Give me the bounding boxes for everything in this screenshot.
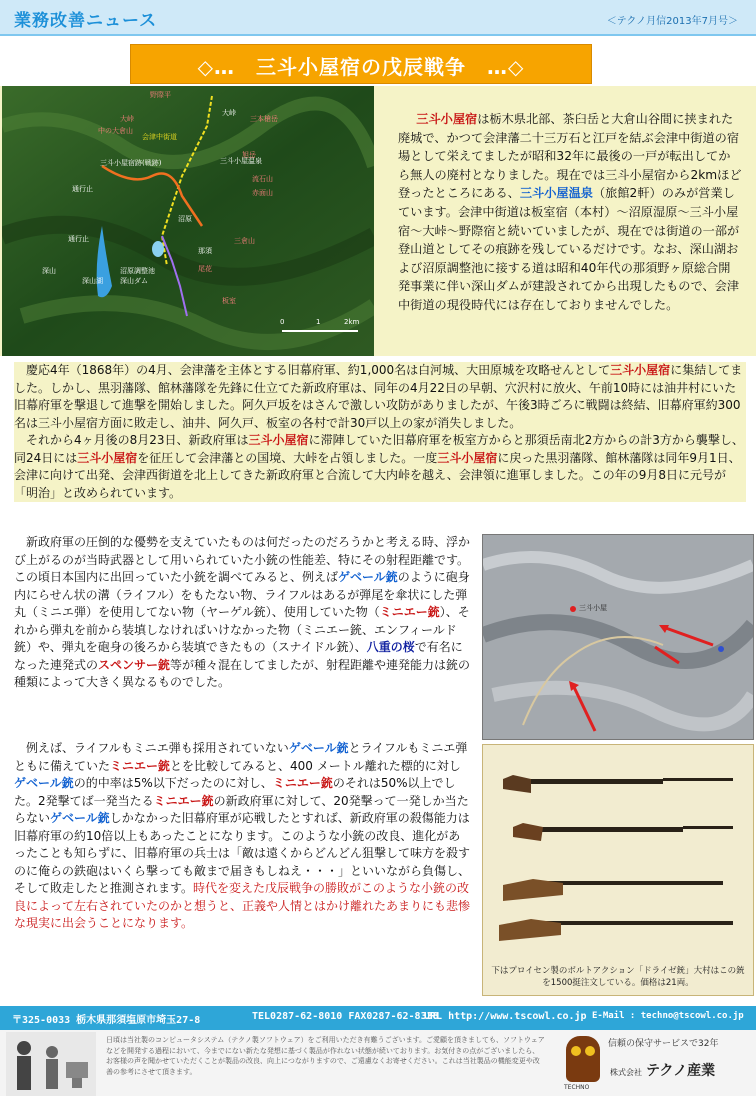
guns-text: のように砲身内にらせん状の溝（ライフル）をもたない物、ライフルはあるが弾尾を傘状にした弾丸（ミニエ弾）を使用してない物（ヤーゲル銃）、使用していた物（	[14, 570, 470, 619]
history-paragraph	[14, 362, 746, 502]
compare-paragraph	[14, 740, 472, 933]
company-footer	[0, 1030, 756, 1096]
scale-label: 0	[280, 318, 285, 326]
map-label: 深山ダム	[120, 277, 148, 285]
intro-text: （旅館2軒）のみが営業しています。会津中街道は板室宿（本村）～沼原湿原～三斗小屋宿～大峠～野際宿と続いていましたが、現在では街道の一部が登山道としてその痕跡を残しているだけです。なお、深山湖および沼原調整池に接する道は昭和40年代の那須野ヶ原総合開発事業に伴い深山ダムが建設されてから出現したもので、会津中街道の現役時代には存在しておりませんでした。	[398, 186, 740, 312]
compare-text: のそれは50%以上でした。2発撃てば一発当たる	[14, 776, 456, 808]
place-highlight: 三斗小屋宿	[77, 450, 138, 465]
compare-text: とライフルもミニエ弾ともに備えていた	[14, 741, 468, 773]
email-link[interactable]: E-Mail : techno@tscowl.co.jp	[592, 1011, 744, 1021]
map-label: 野際平	[150, 91, 171, 99]
map-label: 深山	[42, 267, 56, 275]
conclusion-highlight: 時代を変えた戊辰戦争の勝敗がこのような小銃の改良によって左右されていたのかと想うと、正義や人情とはかけ離れたあまりにも悲惨な現実に出会うことになります。	[14, 881, 471, 930]
map-label: 深山湖	[82, 277, 103, 285]
website-link[interactable]: URL http://www.tscowl.co.jp	[424, 1011, 587, 1022]
gun-highlight: ゲベール銃	[50, 811, 110, 825]
compare-text: の新政府軍に対して、20発撃って一発しか当たらない	[14, 793, 469, 825]
map-label: 尾花	[198, 265, 212, 273]
drama-highlight: 八重の桜	[366, 640, 415, 654]
gun-highlight: ゲベール銃	[338, 570, 398, 584]
place-highlight: 三斗小屋宿	[416, 112, 478, 126]
scale-label: 2km	[344, 318, 360, 326]
intro-paragraph	[398, 110, 742, 315]
map-label: 三倉山	[234, 237, 255, 245]
guns-text: で有名になった連発式の	[14, 640, 463, 672]
owl-logo-icon	[566, 1036, 600, 1082]
history-text: に滞陣していた旧幕府軍を板室方からと那須岳南北2方からの計3方から襲撃し、同24日には	[14, 433, 744, 465]
article-banner	[130, 44, 592, 84]
compare-text: しかなかった旧幕府軍が応戦したとすれば、新政府軍の殺傷能力は旧幕府軍の約10倍以上もあったことになります。このような小銃の改良、進化があったことも知らずに、旧幕府軍の兵士は「敵は遠くからどんどん狙撃して味方を殺すのに俺らの鉄砲はいくら撃っても敵まで届きもしねえ・・・」	[14, 811, 471, 878]
map-label: 三本槍岳	[250, 115, 278, 123]
address-text: 〒325-0033 栃木県那須塩原市埼玉27-8	[12, 1015, 201, 1026]
people-silhouette-icon	[6, 1032, 96, 1096]
place-highlight: 三斗小屋宿	[248, 433, 309, 447]
gun-highlight: ミニエー銃	[379, 605, 440, 619]
footer-notice: 日頃は当社製のコンピュータシステム（テクノ製ソフトウェア）をご利用いただき有難うございます。ご愛顧を頂きましても、ソフトウェアなどを開発する過程において、今までにない新たな発想に基づく製品が作れない状態が続いております。お気付きの点がございましたら、お客様の声を聞かせていただくことが製品の改良、向上につながりますので、ご遠慮なくお寄せください。これは当社製品の機能変更や改善の参考にさせて頂きます。	[106, 1036, 545, 1076]
place-highlight: 三斗小屋宿	[610, 363, 671, 377]
logo-text: TECHNO	[564, 1084, 590, 1091]
compare-text: とを比較してみると、400 メートル離れた標的に対し	[170, 758, 461, 773]
guns-text: 新政府軍の圧倒的な優勢を支えていたものは何だったのだろうかと考える時、浮かび上がるのが当時武器として用いられていた小銃の性能差、特にその射程距離です。この頃日本国内に出回っていた小銃を調べてみると、例えば	[14, 535, 471, 584]
map-label: 那須	[198, 247, 212, 255]
map-label: 沼原	[178, 215, 192, 223]
gun-highlight: ミニエー銃	[110, 758, 171, 773]
history-text: それから4ヶ月後の8月23日、新政府軍は	[14, 433, 249, 447]
newsletter-title: 業務改善ニュース	[14, 11, 158, 31]
aerial-photo-image	[483, 535, 753, 739]
rifles-image	[483, 745, 753, 965]
tel-fax-text: TEL0287-62-8010 FAX0287-62-8338	[252, 1011, 439, 1022]
map-label: 大峠	[120, 115, 134, 123]
article-title: ◇… 三斗小屋宿の戊辰戦争 …◇	[197, 55, 525, 79]
compare-text: の的中率は5%以下だったのに対し、	[73, 776, 273, 790]
scale-label: 1	[316, 318, 321, 326]
history-text: 慶応4年（1868年）の4月、会津藩を主体とする旧幕府軍、約1,000名は白河城、大田原城を攻略せんとして	[14, 363, 611, 377]
map-label: 三斗小屋宿跡(戦跡)	[100, 159, 162, 167]
company-prefix: 株式会社	[610, 1068, 642, 1077]
map-label: 流石山	[252, 175, 273, 183]
map-label: 赤面山	[252, 189, 273, 197]
gun-highlight: ゲベール銃	[288, 741, 349, 755]
map-label: 三斗小屋温泉	[220, 157, 262, 165]
place-highlight: 三斗小屋温泉	[519, 186, 593, 201]
guns-paragraph	[14, 534, 472, 692]
rifles-caption: 下はプロイセン製のボルトアクション「ドライゼ銃」大村はこの銃を1500挺注文している。価格は21両。	[491, 966, 745, 988]
map-label: 通行止	[72, 185, 93, 193]
compare-text: といいながら負傷し、そして敗走したと推測されます。	[14, 863, 471, 895]
gun-highlight: ゲベール銃	[14, 776, 74, 790]
map-label: 中の大倉山	[98, 127, 133, 135]
history-text: に集結してました。しかし、黒羽藩隊、館林藩隊を先鋒に仕立てた新政府軍は、同年の4月22日の早朝、穴沢村に放火、午前10時には油井村にいた旧幕府軍を撃退して進撃を開始しました。阿久戸坂をはさんで激しい攻防がありましたが、午後3時ごろに戦闘は終結、旧幕府軍約300名は三斗小屋宿方面に敗走し、油井、阿久戸、板室の各村で計30戸以上の家が消失しました。	[14, 363, 743, 430]
place-highlight: 三斗小屋宿	[437, 450, 498, 465]
compare-text: 例えば、ライフルもミニエ弾も採用されていない	[14, 741, 289, 755]
map-label: 沼原調整池	[120, 267, 155, 275]
map-label: 通行止	[68, 235, 89, 243]
company-name	[610, 1060, 715, 1080]
service-slogan: 信頼の保守サービスで32年	[608, 1039, 719, 1049]
history-text: を征圧して会津藩との国境、大峠を占領しました。一度	[137, 450, 438, 465]
history-text: に戻った黒羽藩隊、館林藩隊は同年9月1日、会津に向けて出発、会津西街道を北上してきた新政府軍と合流して大内峠を越え、会津領に進軍しました。この年の9月8日に元号が「明治」と改められています。	[14, 450, 741, 500]
map-label: 会津中街道	[142, 133, 177, 141]
map-label: 大峠	[222, 109, 236, 117]
gun-highlight: ミニエー銃	[272, 776, 333, 790]
aerial-photo	[482, 534, 754, 740]
map-scale	[278, 318, 362, 340]
newsletter-header	[0, 0, 756, 36]
map-label: 旭岳	[242, 151, 256, 159]
guns-text: 等が種々混在してましたが、射程距離や連発能力は銃の種類によって大きく異なるものでした。	[14, 657, 471, 689]
gun-highlight: ミニエー銃	[153, 793, 214, 808]
guns-text: ）、それから弾丸を前から装填しなければいけなかった物（ミニエー銃、エンフィールド銃）や、弾丸を砲身の後ろから装填できたもの（スナイドル銃）、	[14, 605, 470, 654]
issue-label: ＜テクノ月信2013年7月号＞	[606, 16, 738, 27]
contact-bar	[0, 1006, 756, 1030]
intro-text: は栃木県北部、茶臼岳と大倉山谷間に挟まれた廃城で、かつて会津藩二十三万石と江戸を結ぶ会津中街道の宿場として栄えてましたが昭和32年に最後の一戸が転出してから無人の廃村となりました。現在では三斗小屋宿から2kmほど登ったところにある、	[398, 112, 742, 201]
topographic-map	[2, 86, 374, 356]
rifles-photo	[482, 744, 754, 996]
map-label: 板室	[222, 297, 236, 305]
aerial-label: 三斗小屋	[579, 604, 607, 612]
gun-highlight: スペンサー銃	[98, 657, 171, 672]
company-label: テクノ産業	[646, 1063, 716, 1079]
